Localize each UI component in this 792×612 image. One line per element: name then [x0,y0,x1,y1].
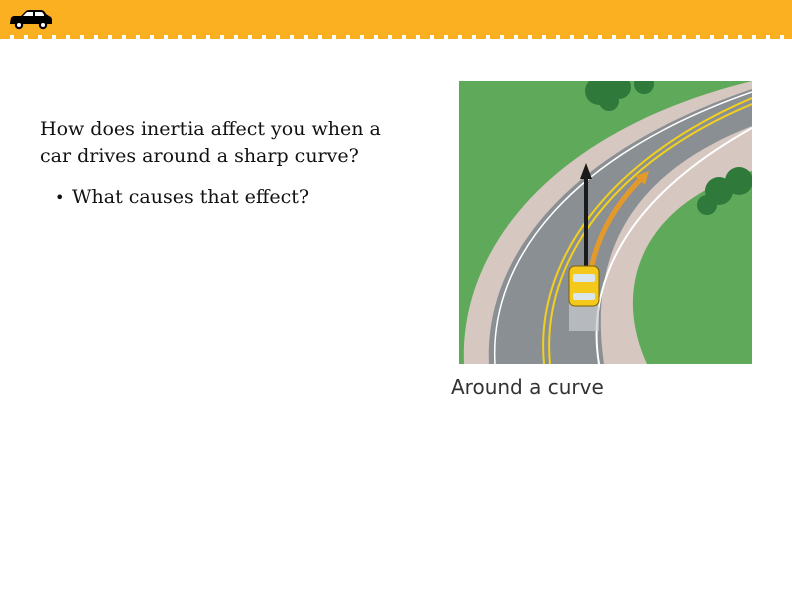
car-top-view [569,266,599,306]
figure-caption: Around a curve [451,375,604,399]
bullet-list-item [55,184,310,211]
bullet-icon: • [55,188,65,207]
question-text: How does inertia affect you when a car drives around a sharp curve? [40,118,381,167]
curve-illustration [459,81,752,364]
header-band [0,0,792,38]
car-icon [8,8,54,30]
header-dashed-divider [0,35,792,39]
motion-blur [569,303,599,331]
bullet-text: What causes that effect? [72,186,310,208]
